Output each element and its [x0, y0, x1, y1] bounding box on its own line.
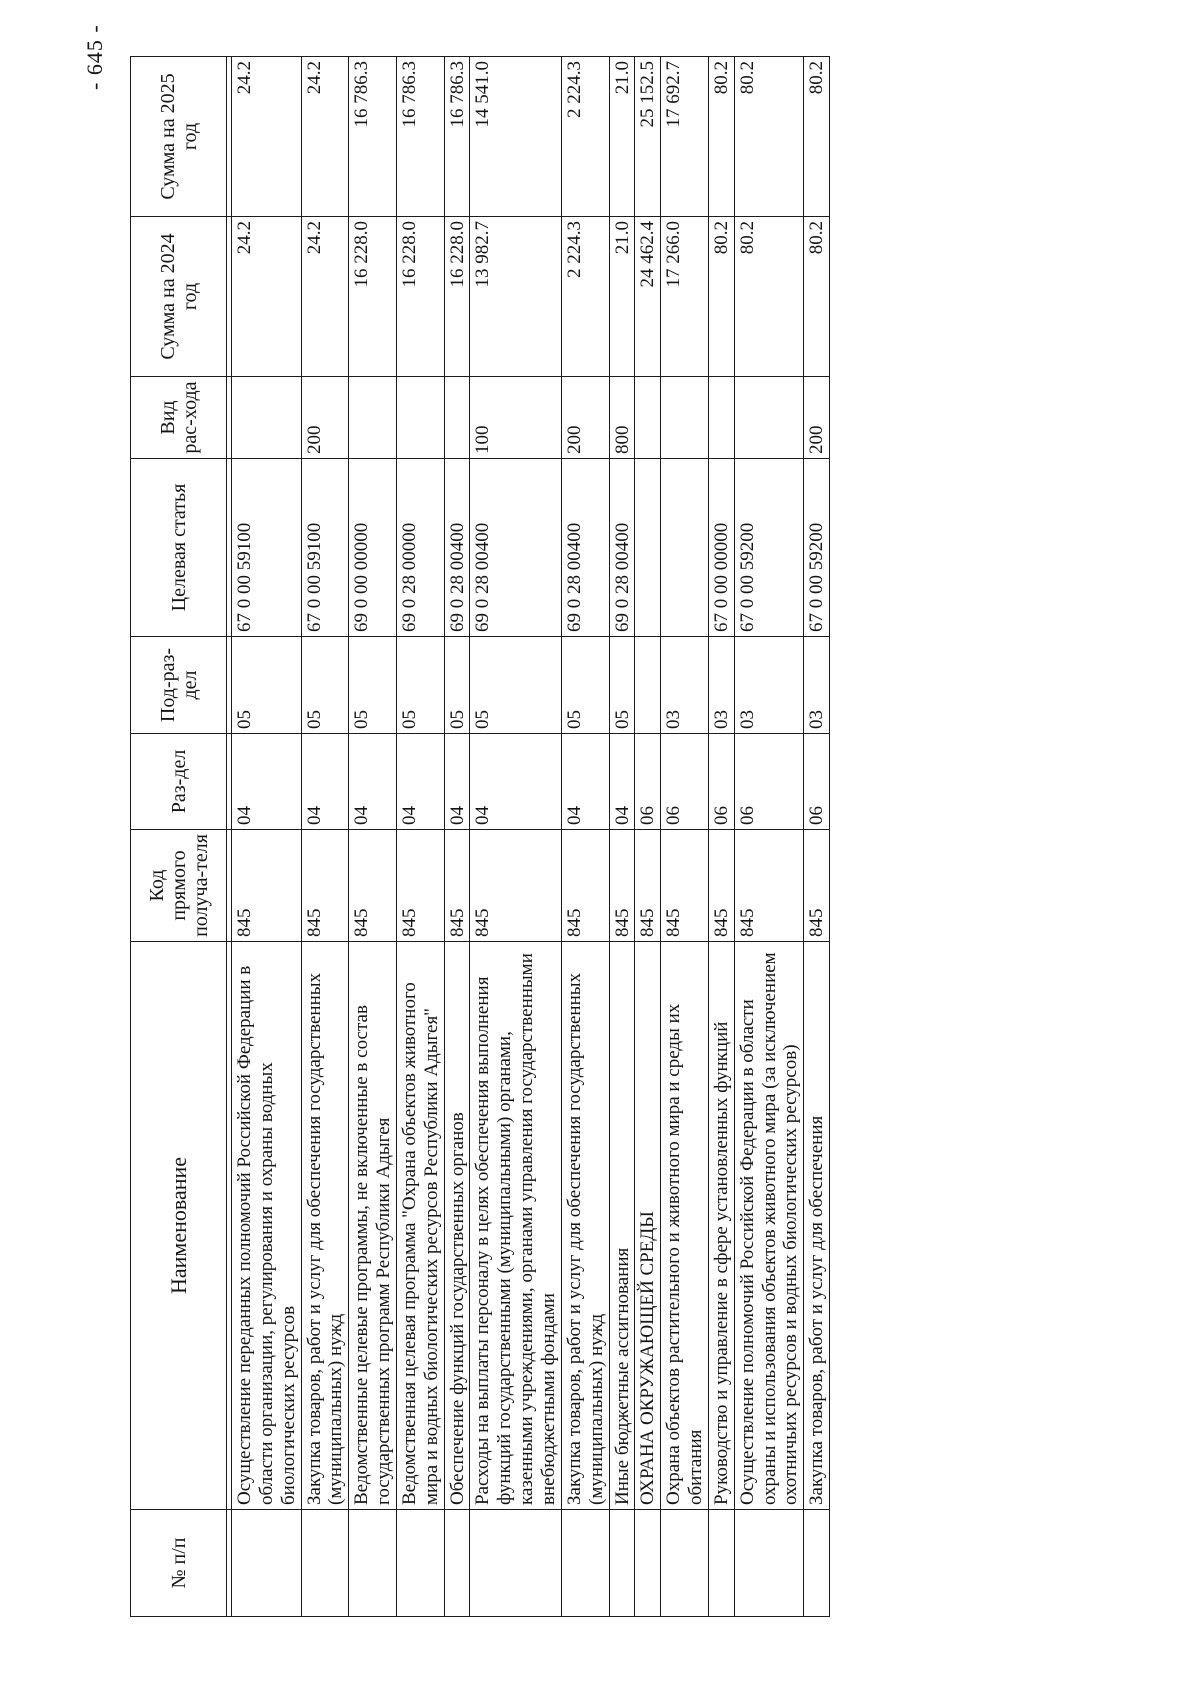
- cell-target-article: [635, 459, 661, 637]
- header-section: Раз-дел: [131, 734, 227, 830]
- header-expense-type: Вид рас-хода: [131, 377, 227, 459]
- cell-name: Закупка товаров, работ и услуг для обеспечения государственных (муниципальных) нужд: [301, 942, 349, 1510]
- cell-section: 04: [470, 734, 561, 830]
- cell-target-article: 67 0 00 59100: [301, 459, 349, 637]
- cell-index: [470, 1510, 561, 1617]
- cell-sum-2024: 80.2: [708, 217, 734, 377]
- cell-sum-2025: 25 152.5: [635, 57, 661, 217]
- table-row: [349, 57, 397, 1617]
- cell-recipient-code: 845: [232, 830, 302, 942]
- cell-target-article: 69 0 28 00400: [470, 459, 561, 637]
- cell-sum-2024: 13 982.7: [470, 217, 561, 377]
- cell-recipient-code: 845: [444, 830, 470, 942]
- table-row: [444, 57, 470, 1617]
- cell-sum-2024: 2 224.3: [561, 217, 609, 377]
- cell-target-article: [661, 459, 709, 637]
- cell-subsection: 05: [349, 637, 397, 734]
- cell-subsection: 05: [232, 637, 302, 734]
- table-row: [301, 57, 349, 1617]
- cell-section: 06: [661, 734, 709, 830]
- cell-section: 04: [444, 734, 470, 830]
- cell-subsection: 03: [734, 637, 804, 734]
- cell-expense-type: [708, 377, 734, 459]
- header-name: Наименование: [131, 942, 227, 1510]
- cell-section: 04: [301, 734, 349, 830]
- cell-target-article: 69 0 28 00400: [609, 459, 635, 637]
- cell-sum-2024: 21.0: [609, 217, 635, 377]
- header-sum-2024: Сумма на 2024 год: [131, 217, 227, 377]
- cell-sum-2025: 80.2: [734, 57, 804, 217]
- table-body: [232, 57, 830, 1617]
- cell-subsection: 05: [301, 637, 349, 734]
- cell-recipient-code: 845: [734, 830, 804, 942]
- cell-sum-2025: 24.2: [232, 57, 302, 217]
- cell-expense-type: [734, 377, 804, 459]
- cell-name: Руководство и управление в сфере установленных функций: [708, 942, 734, 1510]
- cell-subsection: 03: [661, 637, 709, 734]
- cell-index: [661, 1510, 709, 1617]
- cell-section: 06: [734, 734, 804, 830]
- cell-subsection: 05: [470, 637, 561, 734]
- cell-index: [301, 1510, 349, 1617]
- table-row: [470, 57, 561, 1617]
- cell-expense-type: [444, 377, 470, 459]
- cell-sum-2024: 16 228.0: [444, 217, 470, 377]
- cell-recipient-code: 845: [470, 830, 561, 942]
- table-header-row: [131, 57, 227, 1617]
- cell-name: Охрана объектов растительного и животного мира и среды их обитания: [661, 942, 709, 1510]
- cell-target-article: 69 0 28 00000: [396, 459, 444, 637]
- cell-subsection: 05: [561, 637, 609, 734]
- cell-section: 06: [708, 734, 734, 830]
- cell-name: Закупка товаров, работ и услуг для обеспечения государственных (муниципальных) нужд: [561, 942, 609, 1510]
- cell-recipient-code: 845: [635, 830, 661, 942]
- cell-sum-2024: 80.2: [734, 217, 804, 377]
- cell-expense-type: [349, 377, 397, 459]
- cell-recipient-code: 845: [396, 830, 444, 942]
- cell-target-article: 67 0 00 59200: [804, 459, 830, 637]
- cell-sum-2025: 16 786.3: [396, 57, 444, 217]
- table-row: [396, 57, 444, 1617]
- cell-sum-2025: 80.2: [708, 57, 734, 217]
- table-row: [232, 57, 302, 1617]
- cell-recipient-code: 845: [561, 830, 609, 942]
- table-row: [734, 57, 804, 1617]
- cell-name: Ведомственные целевые программы, не включенные в состав государственных программ Республики Адыгея: [349, 942, 397, 1510]
- table-row: [661, 57, 709, 1617]
- cell-recipient-code: 845: [661, 830, 709, 942]
- cell-recipient-code: 845: [804, 830, 830, 942]
- header-subsection: Под-раз-дел: [131, 637, 227, 734]
- cell-sum-2024: 24 462.4: [635, 217, 661, 377]
- cell-expense-type: 200: [804, 377, 830, 459]
- cell-sum-2024: 24.2: [232, 217, 302, 377]
- cell-sum-2025: 24.2: [301, 57, 349, 217]
- cell-section: 06: [804, 734, 830, 830]
- cell-expense-type: 200: [301, 377, 349, 459]
- cell-index: [396, 1510, 444, 1617]
- cell-target-article: 67 0 00 59100: [232, 459, 302, 637]
- cell-index: [561, 1510, 609, 1617]
- header-sum-2025: Сумма на 2025 год: [131, 57, 227, 217]
- cell-name: Закупка товаров, работ и услуг для обеспечения: [804, 942, 830, 1510]
- cell-sum-2025: 14 541.0: [470, 57, 561, 217]
- cell-name: ОХРАНА ОКРУЖАЮЩЕЙ СРЕДЫ: [635, 942, 661, 1510]
- table-row: [635, 57, 661, 1617]
- cell-recipient-code: 845: [708, 830, 734, 942]
- cell-index: [635, 1510, 661, 1617]
- table-row: [561, 57, 609, 1617]
- cell-section: 06: [635, 734, 661, 830]
- cell-sum-2025: 21.0: [609, 57, 635, 217]
- cell-sum-2024: 24.2: [301, 217, 349, 377]
- cell-index: [734, 1510, 804, 1617]
- cell-sum-2024: 16 228.0: [396, 217, 444, 377]
- cell-subsection: 05: [444, 637, 470, 734]
- cell-sum-2024: 80.2: [804, 217, 830, 377]
- cell-target-article: 67 0 00 00000: [708, 459, 734, 637]
- cell-expense-type: 800: [609, 377, 635, 459]
- cell-sum-2025: 16 786.3: [349, 57, 397, 217]
- cell-target-article: 69 0 28 00400: [444, 459, 470, 637]
- cell-subsection: 05: [396, 637, 444, 734]
- cell-index: [349, 1510, 397, 1617]
- cell-name: Осуществление переданных полномочий Российской Федерации в области организации, регулирования и охраны водных биологических ресурсов: [232, 942, 302, 1510]
- cell-expense-type: 200: [561, 377, 609, 459]
- cell-index: [609, 1510, 635, 1617]
- cell-name: Обеспечение функций государственных органов: [444, 942, 470, 1510]
- cell-sum-2024: 16 228.0: [349, 217, 397, 377]
- cell-recipient-code: 845: [609, 830, 635, 942]
- budget-table: [130, 56, 830, 1617]
- cell-name: Осуществление полномочий Российской Федерации в области охраны и использования объектов животного мира (за исключением охотничьих ресурсов и водных биологических ресурсов): [734, 942, 804, 1510]
- cell-expense-type: [232, 377, 302, 459]
- cell-expense-type: [635, 377, 661, 459]
- cell-index: [708, 1510, 734, 1617]
- header-index: № п/п: [131, 1510, 227, 1617]
- page-number: - 645 -: [82, 24, 107, 90]
- table-row: [609, 57, 635, 1617]
- cell-expense-type: 100: [470, 377, 561, 459]
- cell-subsection: 03: [708, 637, 734, 734]
- cell-recipient-code: 845: [349, 830, 397, 942]
- cell-sum-2025: 16 786.3: [444, 57, 470, 217]
- cell-section: 04: [232, 734, 302, 830]
- header-recipient-code: Код прямого получа-теля: [131, 830, 227, 942]
- table-row: [708, 57, 734, 1617]
- cell-index: [444, 1510, 470, 1617]
- cell-section: 04: [561, 734, 609, 830]
- cell-section: 04: [396, 734, 444, 830]
- header-target-article: Целевая статья: [131, 459, 227, 637]
- cell-section: 04: [609, 734, 635, 830]
- table-row: [804, 57, 830, 1617]
- cell-index: [232, 1510, 302, 1617]
- cell-name: Расходы на выплаты персоналу в целях обеспечения выполнения функций государственными (муниципальными) органами, казенными учреждениями, органами управления государственными внебюджетными фондами: [470, 942, 561, 1510]
- cell-sum-2025: 2 224.3: [561, 57, 609, 217]
- cell-sum-2024: 17 266.0: [661, 217, 709, 377]
- cell-expense-type: [661, 377, 709, 459]
- cell-subsection: [635, 637, 661, 734]
- cell-sum-2025: 17 692.7: [661, 57, 709, 217]
- cell-sum-2025: 80.2: [804, 57, 830, 217]
- cell-name: Иные бюджетные ассигнования: [609, 942, 635, 1510]
- cell-recipient-code: 845: [301, 830, 349, 942]
- cell-target-article: 69 0 00 00000: [349, 459, 397, 637]
- cell-target-article: 67 0 00 59200: [734, 459, 804, 637]
- cell-subsection: 03: [804, 637, 830, 734]
- cell-name: Ведомственная целевая программа "Охрана объектов животного мира и водных биологических ресурсов Республики Адыгея": [396, 942, 444, 1510]
- cell-target-article: 69 0 28 00400: [561, 459, 609, 637]
- cell-subsection: 05: [609, 637, 635, 734]
- cell-expense-type: [396, 377, 444, 459]
- cell-section: 04: [349, 734, 397, 830]
- cell-index: [804, 1510, 830, 1617]
